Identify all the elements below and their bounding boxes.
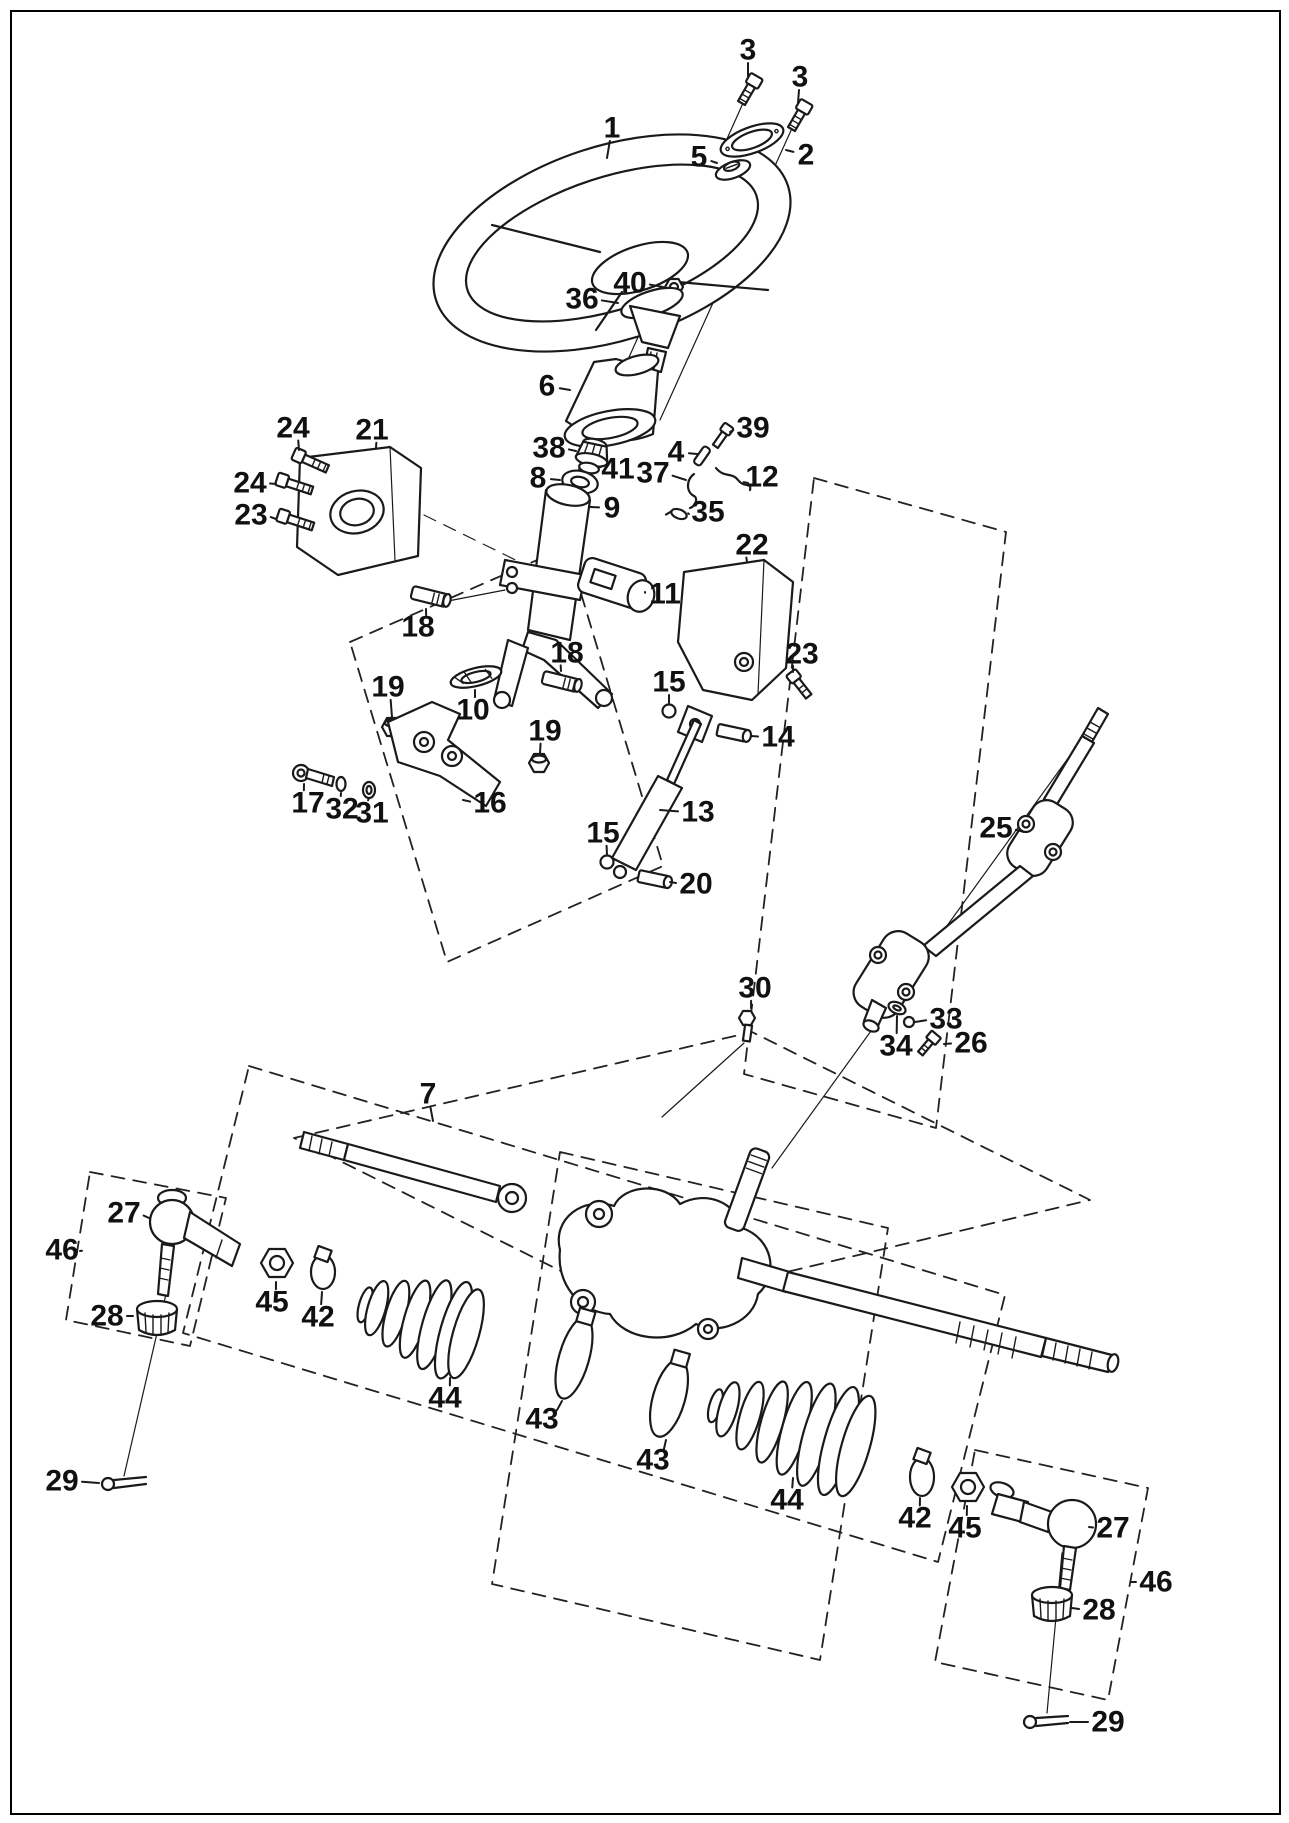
pin-4 <box>693 446 711 467</box>
oring-15-lower <box>601 856 614 869</box>
callout-31: 31 <box>355 796 389 830</box>
nut-19-lower <box>529 754 549 772</box>
ring-10 <box>449 662 504 692</box>
ignition-lock-11 <box>576 556 658 615</box>
callout-43: 43 <box>636 1443 670 1477</box>
callout-19: 19 <box>528 714 562 748</box>
callout-21: 21 <box>355 413 389 447</box>
callout-29: 29 <box>45 1464 79 1498</box>
callout-10: 10 <box>456 693 490 727</box>
callout-2: 2 <box>797 138 815 172</box>
screw-3-first <box>735 73 763 107</box>
callout-19: 19 <box>371 670 405 704</box>
pinion-input-shaft <box>723 1147 771 1233</box>
callout-leader-35 <box>688 513 689 514</box>
callout-24: 24 <box>276 411 310 445</box>
callout-45: 45 <box>948 1511 982 1545</box>
callout-42: 42 <box>898 1501 932 1535</box>
callout-23: 23 <box>785 637 819 671</box>
callout-45: 45 <box>255 1285 289 1319</box>
callout-5: 5 <box>690 140 708 174</box>
callout-4: 4 <box>667 435 685 469</box>
callout-14: 14 <box>761 720 795 754</box>
washer-32 <box>337 777 346 791</box>
callout-32: 32 <box>325 792 359 826</box>
callout-15: 15 <box>586 816 620 850</box>
callout-38: 38 <box>532 431 566 465</box>
callout-leader-14 <box>751 736 758 737</box>
callout-12: 12 <box>745 460 779 494</box>
bolt-30 <box>739 1011 755 1041</box>
callout-22: 22 <box>735 528 769 562</box>
callout-28: 28 <box>90 1299 124 1333</box>
bolt-17 <box>293 765 334 786</box>
intermediate-shaft-25 <box>847 708 1108 1034</box>
callout-27: 27 <box>107 1196 141 1230</box>
callout-7: 7 <box>419 1077 437 1111</box>
callout-leader-6 <box>560 388 570 390</box>
pin-end-35 <box>666 506 688 522</box>
callout-leader-2 <box>786 150 793 152</box>
callout-15: 15 <box>652 665 686 699</box>
callout-leader-16 <box>463 800 470 802</box>
boot-44-center <box>694 1350 884 1503</box>
strut-13 <box>612 706 715 878</box>
callout-1: 1 <box>603 111 621 145</box>
callout-17: 17 <box>291 786 325 820</box>
inner-tie-rod <box>300 1132 526 1212</box>
callout-23: 23 <box>234 498 268 532</box>
callout-8: 8 <box>529 461 547 495</box>
callout-25: 25 <box>979 811 1013 845</box>
nut-28-right <box>1032 1587 1072 1621</box>
callout-30: 30 <box>738 971 772 1005</box>
callout-46: 46 <box>45 1233 79 1267</box>
callout-leader-33 <box>915 1020 926 1022</box>
callout-46: 46 <box>1139 1565 1173 1599</box>
tie-rod-end-27-right <box>988 1479 1096 1590</box>
callout-leader-37 <box>673 476 686 480</box>
callout-leader-38 <box>569 449 576 451</box>
clamp-43-left <box>548 1306 602 1403</box>
boot-6 <box>562 351 661 454</box>
callout-44: 44 <box>770 1483 804 1517</box>
boot-44-left <box>346 1255 493 1385</box>
callout-leader-8 <box>551 479 560 480</box>
callout-3: 3 <box>739 33 757 67</box>
oring-33 <box>904 1017 914 1027</box>
callout-6: 6 <box>538 369 556 403</box>
callout-leader-28 <box>1072 1608 1079 1609</box>
callout-40: 40 <box>613 266 647 300</box>
pin-14 <box>716 724 752 743</box>
callout-leader-29 <box>82 1482 99 1483</box>
callout-leader-26 <box>944 1043 951 1044</box>
nut-28-left <box>137 1301 177 1335</box>
callout-leader-20 <box>670 882 676 883</box>
callout-leader-23 <box>271 517 276 519</box>
callout-27: 27 <box>1096 1511 1130 1545</box>
pin-20 <box>637 870 673 889</box>
callout-9: 9 <box>603 491 621 525</box>
callout-36: 36 <box>565 282 599 316</box>
callout-42: 42 <box>301 1300 335 1334</box>
clamp-42-left <box>311 1246 335 1289</box>
callout-34: 34 <box>879 1029 913 1063</box>
cotter-pin-29-left <box>102 1477 146 1490</box>
callout-20: 20 <box>679 867 713 901</box>
callout-leader-24 <box>270 483 276 484</box>
screw-39 <box>710 422 733 449</box>
callout-18: 18 <box>401 610 435 644</box>
callout-43: 43 <box>525 1402 559 1436</box>
callout-44: 44 <box>428 1381 462 1415</box>
callout-29: 29 <box>1091 1705 1125 1739</box>
callout-26: 26 <box>954 1026 988 1060</box>
callout-35: 35 <box>691 495 725 529</box>
callout-33: 33 <box>929 1002 963 1036</box>
callout-41: 41 <box>601 452 635 486</box>
callout-37: 37 <box>636 456 670 490</box>
callout-leader-13 <box>660 810 678 811</box>
cover-22 <box>678 560 793 700</box>
callout-24: 24 <box>233 466 267 500</box>
callout-13: 13 <box>681 795 715 829</box>
oring-15-upper <box>663 705 676 718</box>
cotter-pin-29-right <box>1024 1716 1068 1728</box>
callout-leader-27 <box>144 1216 149 1218</box>
clamp-43-center <box>643 1347 698 1440</box>
callout-leader-4 <box>689 453 697 454</box>
callout-28: 28 <box>1082 1593 1116 1627</box>
callout-16: 16 <box>473 786 507 820</box>
callout-18: 18 <box>550 636 584 670</box>
dashed-group-boxes <box>66 478 1148 1700</box>
screw-3-second <box>785 99 813 133</box>
nut-45-left <box>261 1249 293 1277</box>
callout-3: 3 <box>791 60 809 94</box>
bolt-18-upper <box>410 585 452 608</box>
tie-rod-end-27-left <box>150 1190 240 1296</box>
nut-45-center <box>952 1473 984 1501</box>
callout-11: 11 <box>649 577 681 611</box>
callout-39: 39 <box>736 411 770 445</box>
rack-bar <box>783 1272 1120 1373</box>
clamp-42-center <box>910 1448 934 1496</box>
